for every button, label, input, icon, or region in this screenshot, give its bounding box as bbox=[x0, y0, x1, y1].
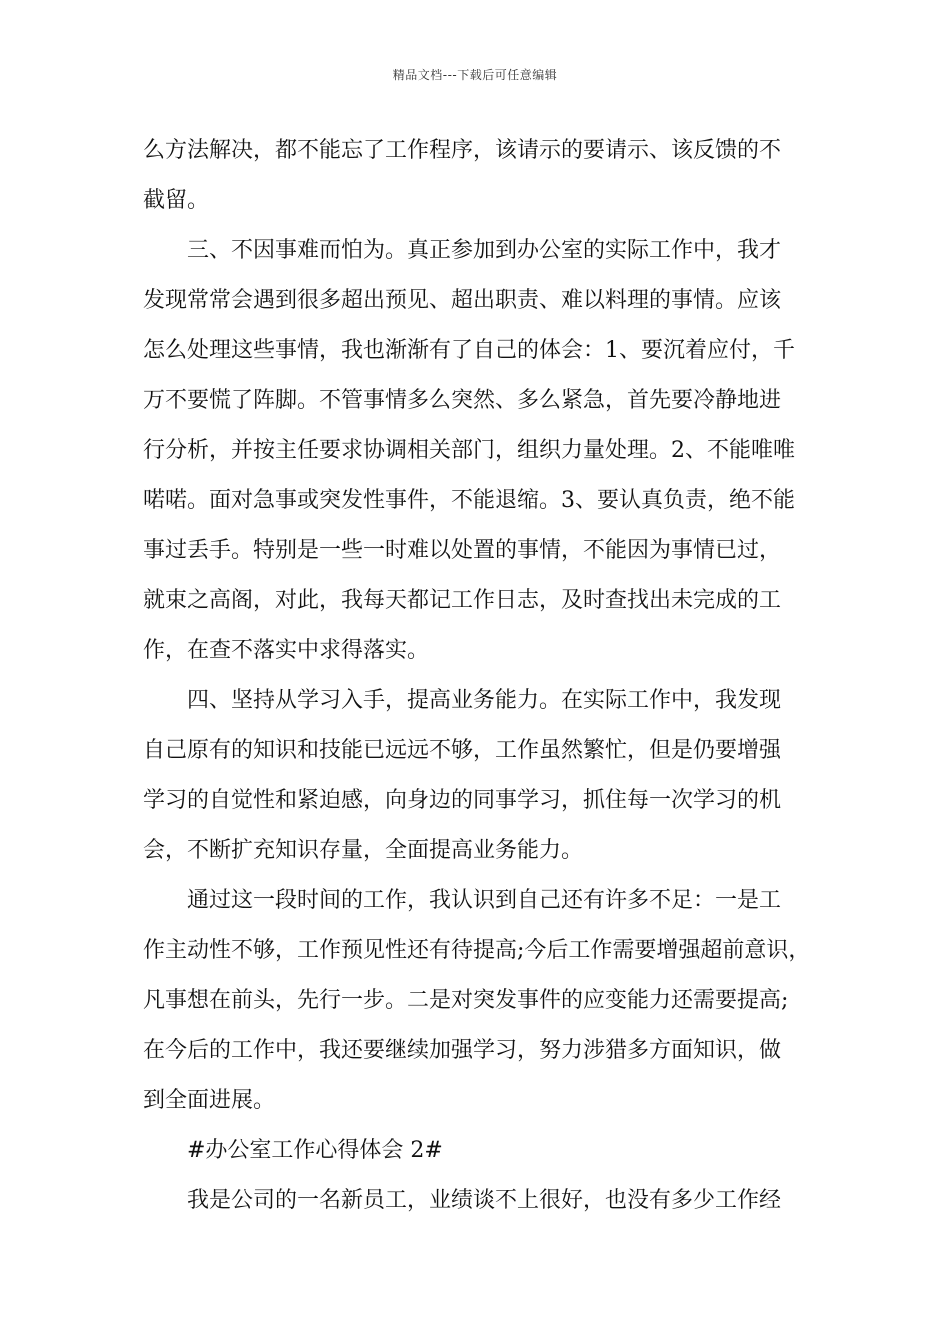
text-line: 截留。 bbox=[143, 188, 210, 213]
text-line: 会，不断扩充知识存量，全面提高业务能力。 bbox=[143, 838, 584, 863]
page-header: 精品文档---下载后可任意编辑 bbox=[392, 68, 558, 82]
document-body bbox=[143, 126, 811, 1226]
text-line: 自己原有的知识和技能已远远不够，工作虽然繁忙，但是仍要增强 bbox=[143, 738, 782, 763]
text-line: 作，在查不落实中求得落实。 bbox=[143, 638, 430, 663]
text-line: 到全面进展。 bbox=[143, 1088, 276, 1113]
text-line: 通过这一段时间的工作，我认识到自己还有许多不足：一是工 bbox=[187, 888, 782, 913]
text-line: 就束之高阁，对此，我每天都记工作日志，及时查找出未完成的工 bbox=[143, 588, 782, 613]
text-line: 学习的自觉性和紧迫感，向身边的同事学习，抓住每一次学习的机 bbox=[143, 788, 782, 813]
text-line: 发现常常会遇到很多超出预见、超出职责、难以料理的事情。应该 bbox=[143, 288, 782, 313]
text-line: 么方法解决，都不能忘了工作程序，该请示的要请示、该反馈的不 bbox=[143, 138, 782, 163]
text-line: 我是公司的一名新员工，业绩谈不上很好，也没有多少工作经 bbox=[187, 1188, 782, 1213]
text-line: 行分析，并按主任要求协调相关部门，组织力量处理。2、不能唯唯 bbox=[143, 438, 795, 463]
text-line: 喏喏。面对急事或突发性事件，不能退缩。3、要认真负责，绝不能 bbox=[143, 488, 795, 513]
text-line: 凡事想在前头，先行一步。二是对突发事件的应变能力还需要提高; bbox=[143, 988, 789, 1013]
text-line: 三、不因事难而怕为。真正参加到办公室的实际工作中，我才 bbox=[187, 238, 782, 263]
text-line: 万不要慌了阵脚。不管事情多么突然、多么紧急，首先要冷静地进 bbox=[143, 388, 782, 413]
text-line: #办公室工作心得体会 2# bbox=[187, 1138, 443, 1163]
text-line: 作主动性不够，工作预见性还有待提高;今后工作需要增强超前意识， bbox=[143, 938, 811, 963]
text-line: 四、坚持从学习入手，提高业务能力。在实际工作中，我发现 bbox=[187, 688, 782, 713]
text-line: 怎么处理这些事情，我也渐渐有了自己的体会：1、要沉着应付，千 bbox=[143, 338, 795, 363]
text-line: 在今后的工作中，我还要继续加强学习，努力涉猎多方面知识，做 bbox=[143, 1038, 782, 1063]
text-line: 事过丢手。特别是一些一时难以处置的事情，不能因为事情已过， bbox=[143, 538, 782, 563]
